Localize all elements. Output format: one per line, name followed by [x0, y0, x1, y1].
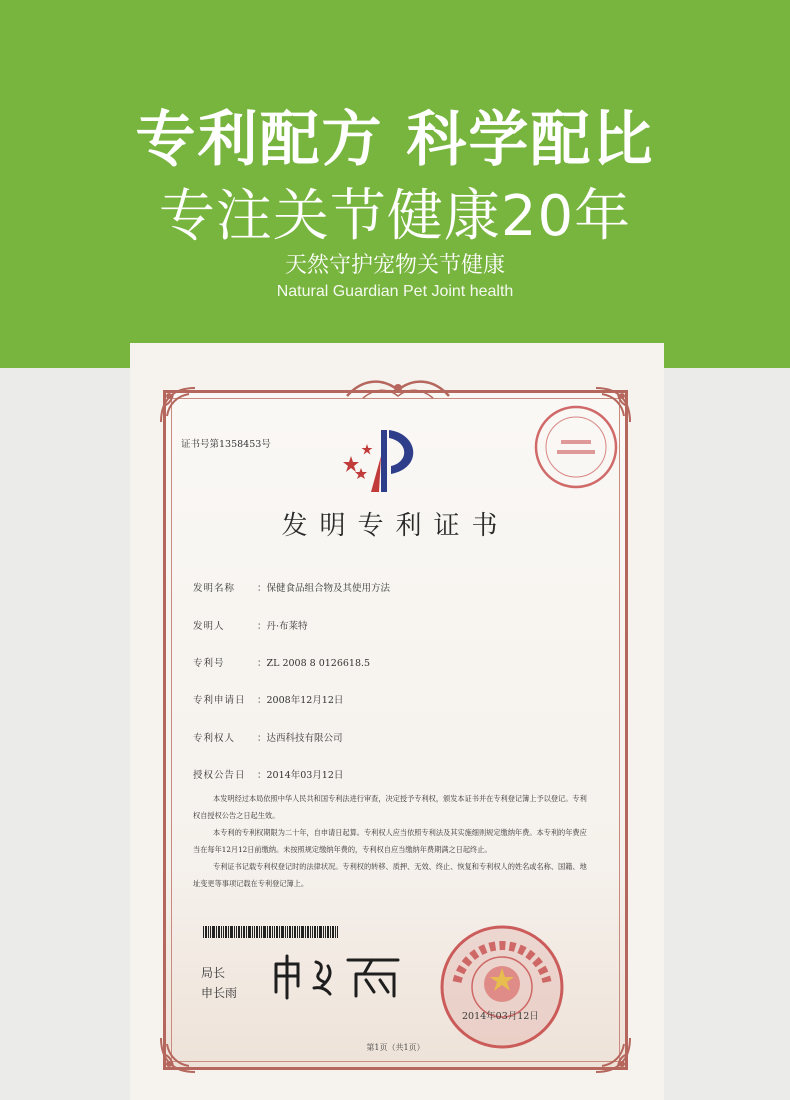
signer-title: 局长 — [201, 966, 226, 980]
field-grant-date: 授权公告日 ：2014年03月12日 — [193, 767, 343, 781]
field-label: 授权公告日 — [193, 770, 246, 781]
subheadline: 专注关节健康20年 — [158, 184, 632, 249]
signer-name: 申长雨 — [201, 986, 238, 1000]
barcode — [203, 926, 338, 938]
field-invention-name: 发明名称 ：保健食品组合物及其使用方法 — [193, 580, 390, 594]
certificate-title: 发明专利证书 — [281, 511, 510, 541]
official-seal-top — [533, 404, 619, 490]
patent-office-emblem — [341, 426, 429, 496]
field-patentee: 专利权人 ：达西科技有限公司 — [193, 730, 343, 744]
field-value: 丹·布莱特 — [266, 621, 308, 632]
certificate-body-text — [193, 790, 593, 892]
tagline-english: Natural Guardian Pet Joint health — [276, 283, 514, 300]
field-label: 专利号 — [193, 658, 225, 669]
top-ornament — [343, 376, 453, 404]
body-paragraph: 专利证书记载专利权登记时的法律状况。专利权的转移、质押、无效、终止、恢复和专利权人的姓名或名称、国籍、地址变更等事项记载在专利登记簿上。 — [193, 862, 587, 888]
green-banner — [0, 0, 790, 368]
field-label: 发明名称 — [193, 583, 236, 594]
seal-date: 2014年03月12日 — [462, 1011, 539, 1022]
body-paragraph: 本发明经过本局依照中华人民共和国专利法进行审查，决定授予专利权，颁发本证书并在专利登记簿上予以登记。专利权自授权公告之日起生效。 — [193, 794, 587, 820]
field-value: 2008年12月12日 — [266, 695, 344, 706]
field-application-date: 专利申请日 ：2008年12月12日 — [193, 692, 343, 706]
field-inventor: 发明人 ：丹·布莱特 — [193, 618, 308, 632]
page-number: 第1页（共1页） — [366, 1043, 425, 1052]
official-seal — [437, 922, 567, 1052]
body-paragraph: 本专利的专利权期限为二十年，自申请日起算。专利权人应当依照专利法及其实施细则规定缴纳年费。本专利的年费应当在每年12月12日前缴纳。未按照规定缴纳年费的，专利权自应当缴纳年费期满之日起终止。 — [193, 828, 587, 854]
field-value: 2014年03月12日 — [266, 770, 344, 781]
tagline-chinese: 天然守护宠物关节健康 — [284, 253, 505, 278]
field-value: 保健食品组合物及其使用方法 — [266, 583, 391, 594]
field-label: 专利申请日 — [193, 695, 246, 706]
field-label: 发明人 — [193, 621, 225, 632]
patent-certificate — [163, 390, 628, 1070]
field-label: 专利权人 — [193, 733, 236, 744]
corner-ornament — [159, 386, 197, 424]
field-value: 达西科技有限公司 — [266, 733, 343, 744]
handwritten-signature — [268, 952, 408, 1000]
certificate-number: 证书号第1358453号 — [181, 439, 271, 450]
field-value: ZL 2008 8 0126618.5 — [266, 658, 371, 669]
headline: 专利配方 科学配比 — [135, 105, 655, 175]
field-patent-number: 专利号 ：ZL 2008 8 0126618.5 — [193, 655, 370, 669]
